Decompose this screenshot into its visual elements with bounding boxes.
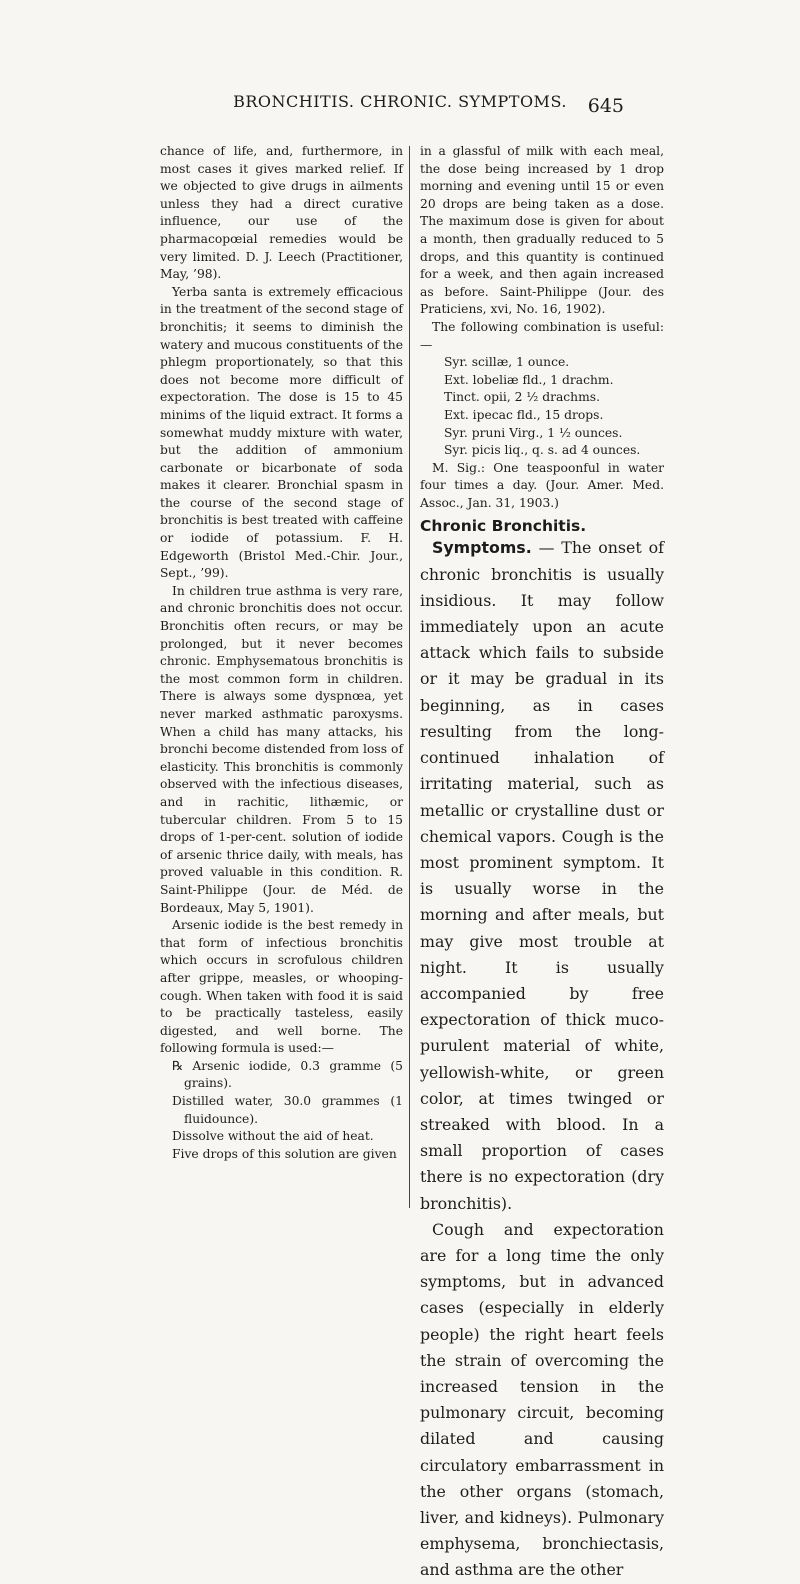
paragraph: Cough and expectoration are for a long time the only symptoms, but in advanced cases (especially in elderly people) the right heart feels the strain of overcoming the increased tension in the pulmonary circuit, becoming dilated and causing circulatory embarrassment in the other organs (stomach, liver, and kidneys). Pulmonary emphysema, bronchiectasis, and asthma are the other [420, 1219, 664, 1580]
running-title: BRONCHITIS. CHRONIC. SYMPTOMS. [233, 92, 567, 111]
paragraph: chance of life, and, furthermore, in most cases it gives marked relief. If we objected to give drugs in ailments unless they had a direct curative influence, our use of the pharmacopœial remedies would be very limited. D. J. Leech (Practitioner, May, ’98). [160, 144, 403, 282]
section-heading: Chronic Bronchitis. [420, 517, 587, 536]
running-header [0, 92, 800, 122]
paragraph: Five drops of this solution are given [172, 1146, 397, 1161]
paragraph: Yerba santa is extremely efficacious in the treatment of the second stage of bronchitis; it seems to diminish the watery and mucous constituents of the phlegm proportionately, so that this does not become more difficult of expectoration. The dose is 15 to 45 minims of the liquid extract. It forms a somewhat muddy mixture with water, but the addition of ammonium carbonate or bicarbonate of soda makes it clearer. Bronchial spasm in the course of the second stage of bronchitis is best treated with caffeine or iodide of potassium. F. H. Edgeworth (Bristol Med.-Chir. Jour., Sept., ’99). [160, 284, 403, 581]
right-column [420, 143, 664, 1584]
prescription-line: ℞ Arsenic iodide, 0.3 gramme (5 grains). [172, 1058, 403, 1091]
page-number: 645 [587, 95, 624, 117]
paragraph: M. Sig.: One teaspoonful in water four times a day. (Jour. Amer. Med. Assoc., Jan. 31, 1903.) [420, 460, 664, 510]
paragraph: In children true asthma is very rare, and chronic bronchitis does not occur. Bronchitis often recurs, or may be prolonged, but it never becomes chronic. Emphysematous bronchitis is the most common form in children. There is always some dyspnœa, yet never marked asthmatic paroxysms. When a child has many attacks, his bronchi become distended from loss of elasticity. This bronchitis is commonly observed with the infectious diseases, and in rachitic, lithæmic, or tubercular children. From 5 to 15 drops of 1-per-cent. solution of iodide of arsenic thrice daily, with meals, has proved valuable in this condition. R. Saint-Philippe (Jour. de Méd. de Bordeaux, May 5, 1901). [160, 583, 403, 915]
prescription-line: Distilled water, 30.0 grammes (1 fluidounce). [172, 1094, 403, 1126]
left-column [160, 143, 403, 1163]
prescription-line: Ext. lobeliæ fld., 1 drachm. [444, 372, 614, 387]
prescription-line: Syr. picis liq., q. s. ad 4 ounces. [444, 443, 641, 458]
paragraph: The following combination is useful:— [420, 319, 664, 352]
subsection-lead: Symptoms. [432, 538, 532, 558]
paragraph [420, 535, 664, 1216]
prescription-line: Tinct. opii, 2 ½ drachms. [444, 390, 600, 405]
paragraph: Dissolve without the aid of heat. [172, 1129, 374, 1144]
prescription-line: Syr. pruni Virg., 1 ½ ounces. [444, 425, 623, 440]
prescription-line: Ext. ipecac fld., 15 drops. [444, 407, 604, 422]
paragraph: Arsenic iodide is the best remedy in that form of infectious bronchitis which occurs in scrofulous children after grippe, measles, or whooping-cough. When taken with food it is said to be practically tasteless, easily digested, and well borne. The following formula is used:— [160, 918, 403, 1056]
paragraph-text: — The onset of chronic bronchitis is usually insidious. It may follow immediately upon an acute attack which fails to subside or it may be gradual in its beginning, as in cases resulting from the long-continued inhalation of irritating material, such as metallic or crystalline dust or chemical vapors. Cough is the most prominent symptom. It is usually worse in the morning and after meals, but may give most trouble at night. It is usually accompanied by free expectoration of thick muco-purulent material of white, yellowish-white, or green color, at times twinged or streaked with blood. In a small proportion of cases there is no expectoration (dry bronchitis). [420, 538, 664, 1213]
column-divider [409, 146, 410, 1208]
paragraph: in a glassful of milk with each meal, the dose being increased by 1 drop morning and evening until 15 or even 20 drops are being taken as a dose. The maximum dose is given for about a month, then gradually reduced to 5 drops, and this quantity is continued for a week, and then again increased as before. Saint-Philippe (Jour. des Praticiens, xvi, No. 16, 1902). [420, 144, 664, 317]
prescription-line: Syr. scillæ, 1 ounce. [444, 355, 570, 370]
